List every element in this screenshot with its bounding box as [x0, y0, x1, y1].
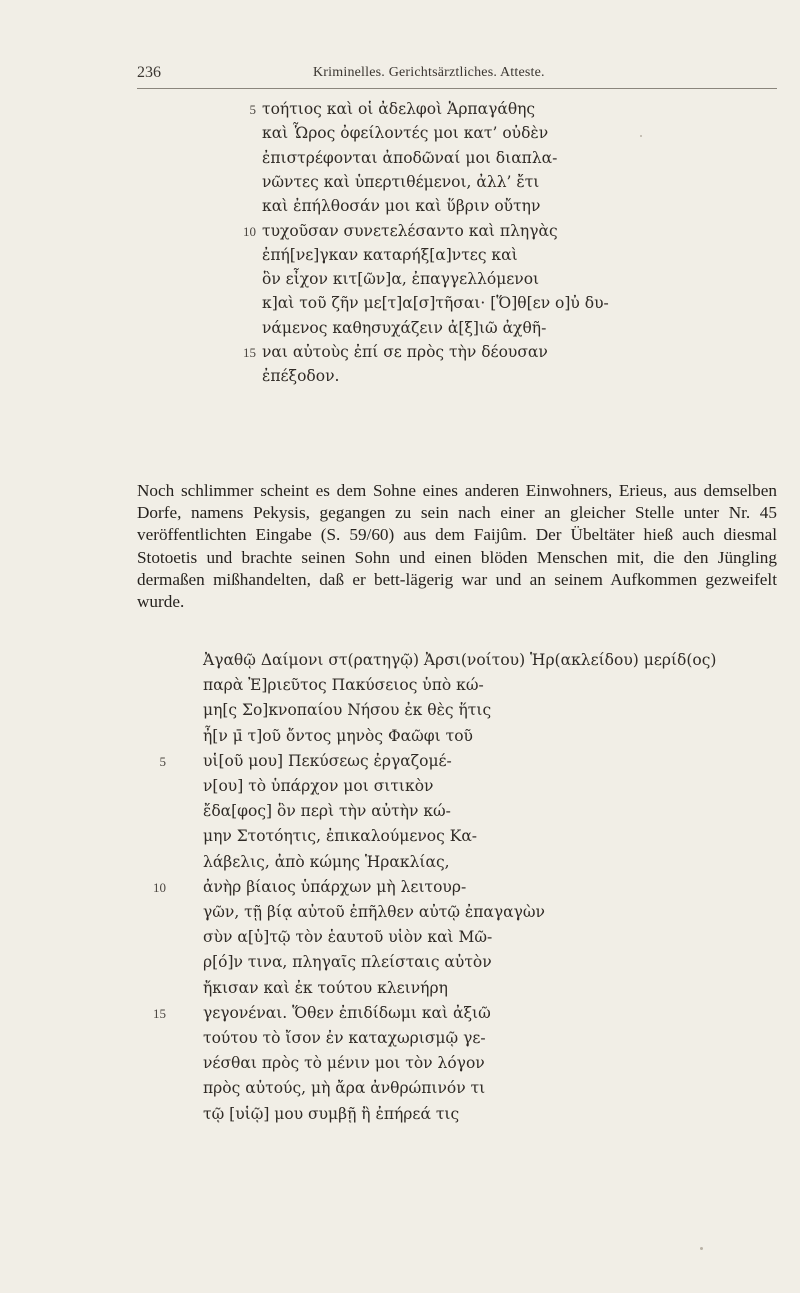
- greek-line: ναι αὐτοὺς ἐπί σε πρὸς τὴν δέουσαν: [262, 343, 548, 361]
- greek-line: τῷ [υἱῷ] μου συμβῇ ἢ ἐπήρεά τις: [203, 1104, 460, 1123]
- greek-line: ρ[ό]ν τινα, πληγαῖς πλείσταις αὐτὸν: [203, 953, 492, 972]
- running-title: Kriminelles. Gerichtsärztliches. Atteste.: [313, 65, 545, 80]
- greek-line: λάβελις, ἀπὸ κώμης Ἡρακλίας,: [203, 852, 450, 871]
- greek-line: νέσθαι πρὸς τὸ μένιν μοι τὸν λόγον: [203, 1054, 485, 1073]
- paper-speck: [700, 1247, 703, 1250]
- greek-line: ν[ου] τὸ ὑπάρχον μοι σιτικὸν: [203, 777, 434, 795]
- greek-line: νάμενος καθησυχάζειν ἀ[ξ]ιῶ ἀχθῆ-: [262, 318, 547, 337]
- greek-line: ἐπιστρέφονται ἀποδῶναί μοι διαπλα-: [262, 148, 558, 167]
- line-number: 10: [243, 223, 256, 239]
- greek-line: νῶντες καὶ ὑπερτιθέμενοι, ἀλλ’ ἔτι: [262, 172, 540, 191]
- page-header: [137, 64, 777, 86]
- greek-line: ἦ[ν μ̄ τ]οῦ ὄντος μηνὸς Φαῶφι τοῦ: [203, 726, 473, 745]
- greek-line: μην Στοτόητις, ἐπικαλούμενος Κα-: [203, 827, 478, 846]
- header-rule: [137, 88, 777, 89]
- line-number: 15: [243, 345, 256, 360]
- greek-line: ἐπέξοδον.: [262, 367, 340, 386]
- greek-line: γῶν, τῇ βίᾳ αὐτοῦ ἐπῆλθεν αὐτῷ ἐπαγαγὼν: [203, 903, 545, 921]
- line-number: 5: [159, 753, 166, 769]
- greek-line: υἱ[οῦ μου] Πεκύσεως ἐργαζομέ-: [203, 751, 452, 770]
- greek-line: ἤκισαν καὶ ἐκ τούτου κλεινήρη: [203, 978, 448, 997]
- greek-line: καὶ ἐπήλθοσάν μοι καὶ ὕβριν οὔτην: [262, 197, 541, 216]
- line-number: 10: [153, 879, 166, 895]
- greek-line: ἀνὴρ βίαιος ὑπάρχων μὴ λειτουρ-: [203, 877, 467, 896]
- line-number: 15: [153, 1005, 166, 1021]
- commentary-paragraph: Noch schlimmer scheint es dem Sohne eines anderen Einwohners, Erieus, aus demselben Dorfe, namens Pekysis, gegangen zu sein nach einer an gleicher Stelle unter Nr. 45 veröffentlichten Eingabe (S. 59/60) aus dem Faijûm. Der Übeltäter hieß auch diesmal Stotoetis und brachte seinen Sohn und einen blöden Menschen mit, die den Jüngling dermaßen mißhandelten, daß er bett-lägerig war und an seinem Aufkommen gezweifelt wurde.: [137, 481, 777, 612]
- greek-line: τοήτιος καὶ οἱ ἀδελφοὶ Ἁρπαγάθης: [262, 100, 536, 118]
- paper-speck: [640, 135, 642, 137]
- greek-line: Ἀγαθῷ Δαίμονι στ(ρατηγῷ) Ἀρσι(νοίτου) Ἡρ(ακλείδου) μερίδ(ος): [203, 651, 717, 669]
- greek-line: ἐπή[νε]γκαν καταρήξ[α]ντες καὶ: [262, 245, 518, 264]
- greek-line: γεγονέναι. Ὅθεν ἐπιδίδωμι καὶ ἀξιῶ: [203, 1003, 491, 1022]
- page-number: 236: [137, 64, 161, 81]
- greek-line: κ]αὶ τοῦ ζῆν με[τ]α[σ]τῆσαι· [Ὅ]θ[εν ο]ὐ δυ-: [262, 294, 609, 313]
- greek-line: ἔδα[φος] ὃν περὶ τὴν αὐτὴν κώ-: [203, 802, 451, 821]
- greek-line: μη[ς Σο]κνοπαίου Νήσου ἐκ θὲς ἥτις: [203, 701, 492, 720]
- greek-line: τυχοῦσαν συνετελέσαντο καὶ πληγὰς: [262, 221, 558, 240]
- greek-line: πρὸς αὐτούς, μὴ ἄρα ἀνθρώπινόν τι: [203, 1079, 486, 1098]
- greek-line: παρὰ Ἐ]ριεῦτος Πακύσειος ὑπὸ κώ-: [203, 676, 484, 695]
- greek-line: σὺν α[ὑ]τῷ τὸν ἑαυτοῦ υἱὸν καὶ Μῶ-: [203, 928, 493, 947]
- greek-line: καὶ Ὧρος ὀφείλοντές μοι κατ’ οὐδὲν: [262, 124, 549, 143]
- greek-line: ὃν εἶχον κιτ[ῶν]α, ἐπαγγελλόμενοι: [262, 270, 540, 289]
- line-number: 5: [249, 102, 256, 117]
- greek-line: τούτου τὸ ἴσον ἐν καταχωρισμῷ γε-: [203, 1029, 486, 1047]
